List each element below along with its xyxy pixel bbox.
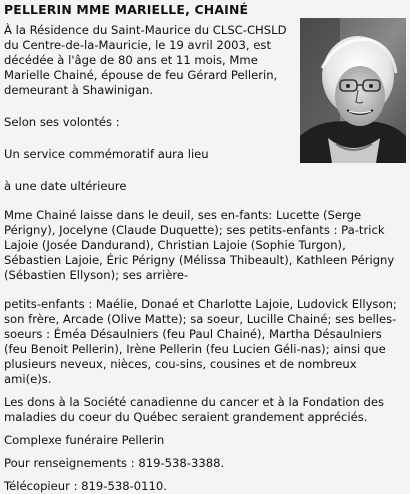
info-phone: Pour renseignements : 819-538-3388.: [4, 456, 225, 470]
obituary-intro: À la Résidence du Saint-Maurice du CLSC-CHSLD du Centre-de-la-Mauricie, le 19 avril 2003, est décédée à l'âge de 80 ans et 11 mois, Mme Marielle Chainé, épouse de feu Gérard Pellerin, demeurant à Shawinigan.: [4, 23, 287, 97]
date-note: à une date ultérieure: [4, 179, 127, 193]
spacer: [4, 448, 406, 456]
service-note: Un service commémoratif aura lieu: [4, 147, 209, 161]
wishes-heading: Selon ses volontés :: [4, 115, 120, 129]
family-survivors-part1: Mme Chainé laisse dans le deuil, ses en-fants: Lucette (Serge Périgny), Jocelyne (Claude Duquette); ses petits-enfants : Pa-trick Lajoie (Josée Dandurand), Christian Lajoie (Sophie Turgon), Sébastien Lajoie, Éric Périgny (Mélissa Thibeault), Kathleen Périgny (Sébastien Ellyson); ses arrière-: [4, 208, 395, 282]
spacer: [4, 283, 406, 297]
portrait-photo: [300, 18, 406, 163]
family-survivors-part2: petits-enfants : Maélie, Donaé et Charlotte Lajoie, Ludovick Ellyson; son frère, Arcade (Olive Matte); sa soeur, Lucille Chainé; ses belles-soeurs : Éméa Désaulniers (feu Paul Chainé), Martha Désaulniers (feu Benoit Pellerin), Irène Pellerin (feu Lucien Géli-nas); ainsi que plusieurs neveux, nièces, cou-sins, cousines et de nombreux ami(e)s.: [4, 297, 397, 386]
donations-note: Les dons à la Société canadienne du cancer et à la Fondation des maladies du coeur du Québec seraient grandement appréciés.: [4, 395, 385, 424]
obituary-headline: PELLERIN MME MARIELLE, CHAINÉ: [4, 2, 249, 17]
spacer: [4, 194, 406, 208]
spacer: [4, 162, 406, 179]
fax-number: Télécopieur : 819-538-0110.: [4, 479, 167, 493]
spacer: [4, 387, 406, 395]
portrait-image: [300, 18, 406, 163]
spacer: [4, 471, 406, 479]
spacer: [4, 425, 406, 433]
funeral-home: Complexe funéraire Pellerin: [4, 433, 165, 447]
